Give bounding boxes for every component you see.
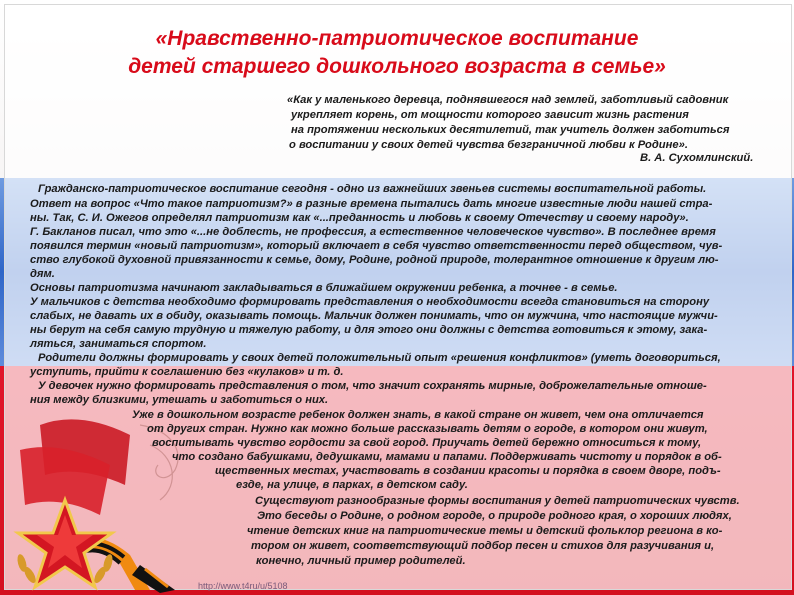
epigraph-line: о воспитании у своих детей чувства безграничной любви к Родине».: [289, 139, 688, 151]
epigraph-line: укрепляет корень, от мощности которого зависит жизнь растения: [291, 109, 689, 121]
body-line: Гражданско-патриотическое воспитание сегодня - одно из важнейших звеньев системы воспитательной работы.: [38, 183, 707, 195]
body-line: Существуют разнообразные формы воспитания у детей патриотических чувств.: [255, 495, 740, 507]
body-line: У девочек нужно формировать представления о том, что значит сохранять мирные, доброжелательные отноше-: [38, 380, 707, 392]
body-line: появился термин «новый патриотизм», который включает в себя чувство ответственности перед обществом, чув-: [30, 240, 723, 252]
epigraph-author: В. А. Сухомлинский.: [640, 152, 754, 164]
page-title-line-1: «Нравственно-патриотическое воспитание: [155, 27, 639, 50]
body-line: от других стран. Нужно как можно больше рассказывать детям о городе, в котором они живут,: [147, 423, 708, 435]
body-line: ния между близкими, утешать и заботиться о них.: [30, 394, 329, 406]
body-line: щественных местах, участвовать в создании красоты и порядка в своем дворе, подъ-: [215, 465, 721, 477]
page-title-line-2: детей старшего дошкольного возраста в семье»: [128, 55, 666, 78]
source-url[interactable]: http://www.t4ru/u/5108: [198, 581, 288, 591]
body-line: ляться, заниматься спортом.: [30, 338, 207, 350]
body-line: езде, на улице, в парках, в детском саду.: [236, 479, 468, 491]
body-line: тором он живет, соответствующий подбор песен и стихов для разучивания и,: [251, 540, 715, 552]
body-line: конечно, личный пример родителей.: [256, 555, 466, 567]
epigraph-line: на протяжении нескольких десятилетий, так учитель должен заботиться: [291, 124, 730, 136]
body-line: У мальчиков с детства необходимо формировать представления о необходимости всегда становиться на сторону: [30, 296, 710, 308]
body-line: Г. Бакланов писал, что это «...не доблесть, не профессия, а естественное человеческое чувство». В последнее время: [30, 226, 716, 238]
body-line: ны берут на себя самую трудную и тяжелую работу, и для этого они должны с детства готовиться к этому, зака-: [30, 324, 708, 336]
body-line: воспитывать чувство гордости за свой город. Приучать детей бережно относиться к тому,: [152, 437, 702, 449]
body-line: ны. Так, С. И. Ожегов определял патриотизм как «...преданность и любовь к своему Отечеству и своему народу».: [30, 212, 689, 224]
body-line: что создано бабушками, дедушками, мамами и папами. Поддерживать чистоту и порядок в об-: [172, 451, 722, 463]
body-line: Ответ на вопрос «Что такое патриотизм?» в разные времена пытались дать многие известные люди нашей стра-: [30, 198, 713, 210]
epigraph-line: «Как у маленького деревца, поднявшегося над землей, заботливый садовник: [287, 94, 729, 106]
body-line: уступить, прийти к соглашению без «кулаков» и т. д.: [30, 366, 344, 378]
body-line: Родители должны формировать у своих детей положительный опыт «решения конфликтов» (уметь договориться,: [38, 352, 721, 364]
red-banners-decoration: [20, 419, 130, 515]
body-line: Уже в дошкольном возрасте ребенок должен знать, в какой стране он живет, чем она отличается: [132, 409, 704, 421]
body-line: дям.: [30, 268, 55, 280]
body-line: ство глубокой духовной привязанности к семье, дому, Родине, родной природе, толерантное отношение к другим лю-: [30, 254, 719, 266]
body-line: чтение детских книг на патриотические темы и детский фольклор региона в ко-: [247, 525, 723, 537]
body-line: Это беседы о Родине, о родном городе, о природе родного края, о хороших людях,: [257, 510, 732, 522]
body-line: Основы патриотизма начинают закладываться в ближайшем окружении ребенка, а точнее - в семье.: [30, 282, 618, 294]
body-line: слабых, не давать их в обиду, оказывать помощь. Мальчик должен понимать, что он мужчина, что настоящие мужчи-: [30, 310, 718, 322]
